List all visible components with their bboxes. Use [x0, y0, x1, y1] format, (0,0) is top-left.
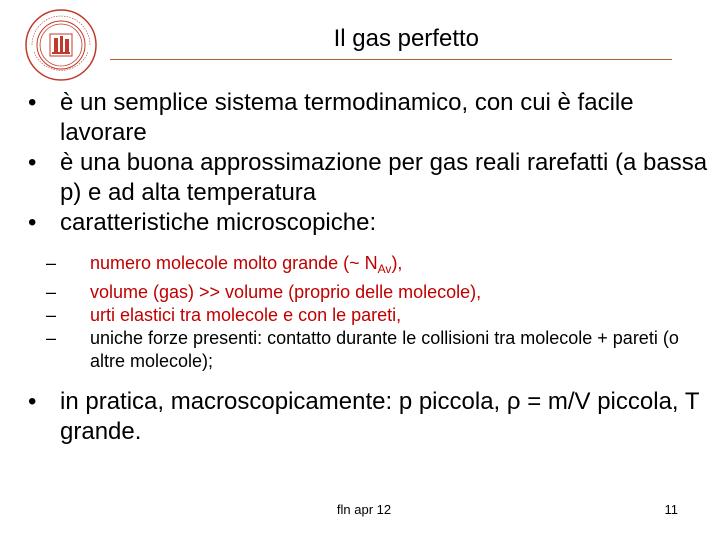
sub-bullet-item [28, 327, 708, 373]
university-seal-logo [24, 8, 98, 82]
slide-title: Il gas perfetto [333, 25, 479, 52]
sub-bullet-text-end: ), [391, 253, 403, 273]
sub-bullet-text: uniche forze presenti: contatto durante le collisioni tra molecole + pareti (o altre molecole); [90, 328, 679, 371]
dash-marker: – [46, 305, 57, 325]
sub-bullet-list [28, 252, 708, 373]
bullet-marker: • [28, 149, 37, 176]
sub-bullet-item [28, 252, 708, 281]
dash-marker: – [46, 282, 57, 302]
sub-bullet-item [28, 281, 708, 304]
bullet-list [28, 88, 708, 447]
bullet-text: è una buona approssimazione per gas reali rarefatti (a bassa p) e ad alta temperatura [60, 149, 708, 206]
dash-marker: – [46, 328, 57, 348]
bullet-text: caratteristiche microscopiche: [60, 209, 377, 236]
title-divider [110, 59, 672, 60]
bullet-item [28, 387, 708, 447]
page-number: 11 [664, 502, 678, 517]
bullet-item [28, 208, 708, 238]
bullet-marker: • [28, 209, 37, 236]
bullet-marker: • [28, 388, 37, 415]
sub-bullet-text: numero molecole molto grande (~ N [90, 253, 378, 273]
sub-bullet-text: urti elastici tra molecole e con le pareti, [90, 305, 402, 325]
footer-label: fln apr 12 [336, 502, 392, 517]
subscript: Av [377, 262, 392, 276]
sub-bullet-item [28, 304, 708, 327]
sub-bullet-text: volume (gas) >> volume (proprio delle molecole), [90, 282, 482, 302]
dash-marker: – [46, 253, 57, 273]
bullet-text: in pratica, macroscopicamente: p piccola, ρ = m/V piccola, T grande. [60, 388, 700, 445]
bullet-marker: • [28, 89, 37, 116]
bullet-item [28, 88, 708, 148]
bullet-text: è un semplice sistema termodinamico, con cui è facile lavorare [60, 89, 634, 146]
bullet-item [28, 148, 708, 208]
